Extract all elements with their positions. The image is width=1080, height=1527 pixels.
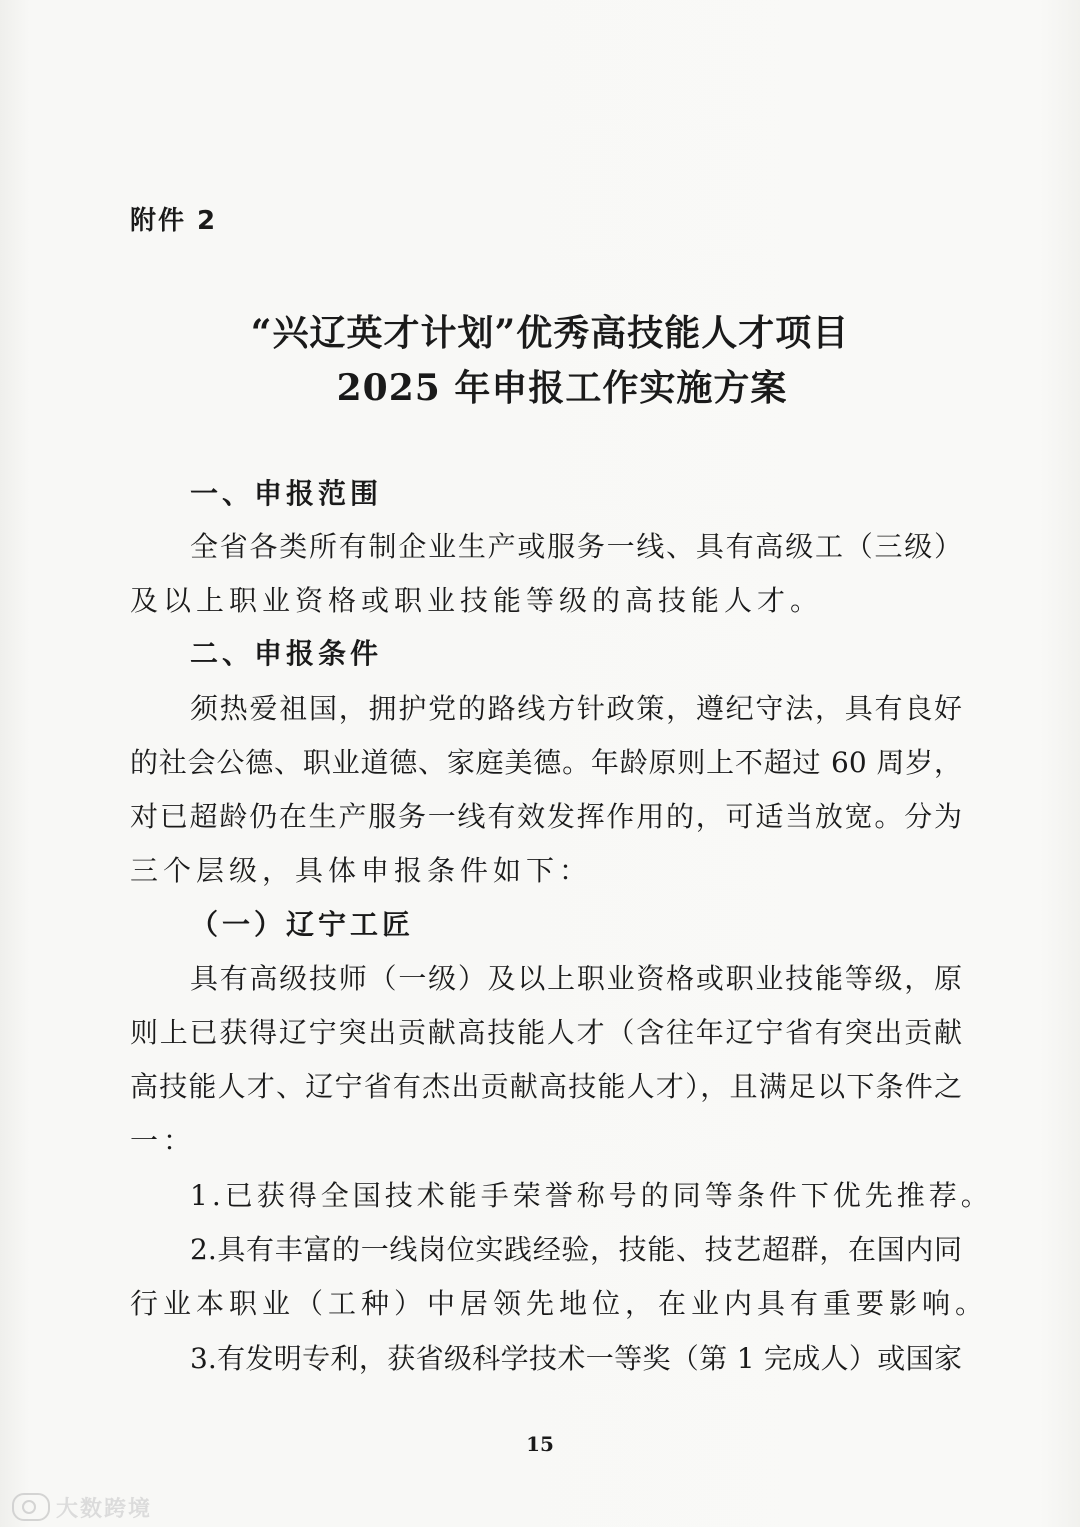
section-heading-conditions: 二、申报条件 [190, 637, 383, 670]
list-item: 3.有发明专利，获省级科学技术一等奖（第 1 完成人）或国家 [190, 1342, 962, 1375]
subsection-heading-liaoning-craftsman: （一）辽宁工匠 [190, 908, 415, 941]
list-item: 2.具有丰富的一线岗位实践经验，技能、技艺超群，在国内同 [190, 1233, 962, 1266]
page-number: 15 [526, 1432, 554, 1456]
list-item: 1.已获得全国技术能手荣誉称号的同等条件下优先推荐。 [190, 1179, 993, 1212]
document-title-line-2: 2025 年申报工作实施方案 [336, 367, 788, 409]
body-line: 须热爱祖国，拥护党的路线方针政策，遵纪守法，具有良好 [190, 692, 962, 725]
section-heading-scope: 一、申报范围 [190, 477, 383, 510]
document-title-line-1: “兴辽英才计划”优秀高技能人才项目 [250, 312, 850, 354]
body-line: 则上已获得辽宁突出贡献高技能人才（含往年辽宁省有突出贡献 [130, 1016, 962, 1049]
body-line: 具有高级技师（一级）及以上职业资格或职业技能等级，原 [190, 962, 962, 995]
logo-mark-icon [12, 1493, 50, 1521]
body-line: 对已超龄仍在生产服务一线有效发挥作用的，可适当放宽。分为 [130, 800, 962, 833]
watermark [12, 1492, 152, 1522]
watermark-text: 大数跨境 [56, 1496, 153, 1522]
attachment-label: 附件 2 [130, 206, 218, 236]
body-line: 一： [130, 1124, 197, 1157]
body-line: 三个层级，具体申报条件如下： [130, 854, 593, 887]
body-line: 全省各类所有制企业生产或服务一线、具有高级工（三级） [190, 530, 962, 563]
body-line: 及以上职业资格或职业技能等级的高技能人才。 [130, 584, 824, 617]
body-line: 的社会公德、职业道德、家庭美德。年龄原则上不超过 60 周岁， [130, 746, 962, 779]
body-line: 行业本职业（工种）中居领先地位，在业内具有重要影响。 [130, 1287, 989, 1320]
body-line: 高技能人才、辽宁省有杰出贡献高技能人才），且满足以下条件之 [130, 1070, 962, 1103]
